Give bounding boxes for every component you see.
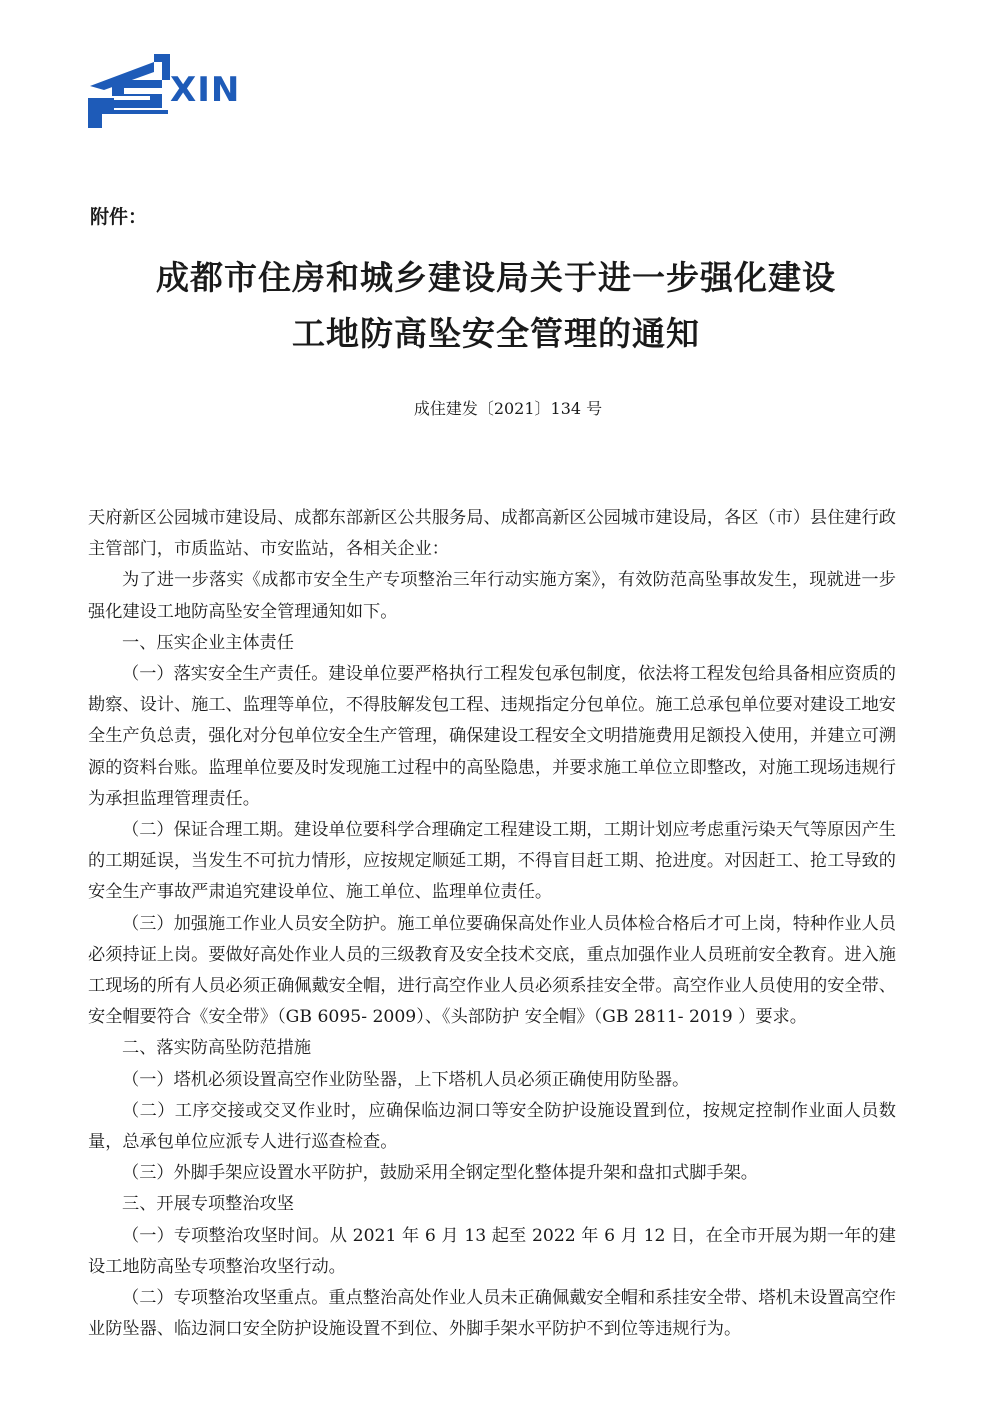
- company-logo: [84, 50, 244, 130]
- body-paragraph: （三）加强施工作业人员安全防护。施工单位要确保高处作业人员体检合格后才可上岗，特种作业人员必须持证上岗。要做好高处作业人员的三级教育及安全技术交底，重点加强作业人员班前安全教育。进入施工现场的所有人员必须正确佩戴安全帽，进行高空作业人员必须系挂安全带。高空作业人员使用的安全带、安全帽要符合《安全带》（GB 6095- 2009）、《头部防护 安全帽》（GB 2811- 2019 ）要求。: [88, 913, 896, 1028]
- addressee-paragraph: 天府新区公园城市建设局、成都东部新区公共服务局、成都高新区公园城市建设局，各区（市）县住建行政主管部门，市质监站、市安监站，各相关企业：: [88, 508, 896, 560]
- body-paragraph: （三）外脚手架应设置水平防护，鼓励采用全钢定型化整体提升架和盘扣式脚手架。: [122, 1163, 758, 1184]
- document-body: [88, 503, 896, 1345]
- body-paragraph: （一）专项整治攻坚时间。从 2021 年 6 月 13 起至 2022 年 6 月 12 日，在全市开展为期一年的建设工地防高坠专项整治攻坚行动。: [88, 1225, 896, 1277]
- document-title-line-1: 成都市住房和城乡建设局关于进一步强化建设: [156, 258, 836, 297]
- body-paragraph: （二）保证合理工期。建设单位要科学合理确定工程建设工期，工期计划应考虑重污染天气等原因产生的工期延误，当发生不可抗力情形，应按规定顺延工期，不得盲目赶工期、抢进度。对因赶工、抢工导致的安全生产事故严肃追究建设单位、施工单位、监理单位责任。: [88, 820, 896, 903]
- intro-paragraph: 为了进一步落实《成都市安全生产专项整治三年行动实施方案》，有效防范高坠事故发生，现就进一步强化建设工地防高坠安全管理通知如下。: [88, 570, 896, 622]
- document-number: 成住建发〔2021〕134 号: [413, 399, 603, 418]
- body-paragraph: （二）专项整治攻坚重点。重点整治高处作业人员未正确佩戴安全帽和系挂安全带、塔机未设置高空作业防坠器、临边洞口安全防护设施设置不到位、外脚手架水平防护不到位等违规行为。: [88, 1288, 896, 1340]
- body-paragraph: （二）工序交接或交叉作业时，应确保临边洞口等安全防护设施设置到位，按规定控制作业面人员数量，总承包单位应派专人进行巡查检查。: [88, 1100, 896, 1153]
- attachment-label: 附件：: [90, 206, 148, 228]
- section-heading-2: 二、落实防高坠防范措施: [122, 1038, 312, 1059]
- logo-text: XIN: [170, 70, 241, 110]
- body-paragraph: （一）落实安全生产责任。建设单位要严格执行工程发包承包制度，依法将工程发包给具备相应资质的勘察、设计、施工、监理等单位，不得肢解发包工程、违规指定分包单位。施工总承包单位要对建设工地安全生产负总责，强化对分包单位安全生产管理，确保建设工程安全文明措施费用足额投入使用，并建立可溯源的资料台账。监理单位要及时发现施工过程中的高坠隐患，并要求施工单位立即整改，对施工现场违规行为承担监理管理责任。: [88, 664, 896, 809]
- section-heading-1: 一、压实企业主体责任: [122, 632, 294, 653]
- body-paragraph: （一）塔机必须设置高空作业防坠器，上下塔机人员必须正确使用防坠器。: [122, 1069, 690, 1090]
- section-heading-3: 三、开展专项整治攻坚: [122, 1194, 294, 1215]
- logo-mark-icon: [84, 50, 174, 130]
- document-title-line-2: 工地防高坠安全管理的通知: [292, 314, 700, 353]
